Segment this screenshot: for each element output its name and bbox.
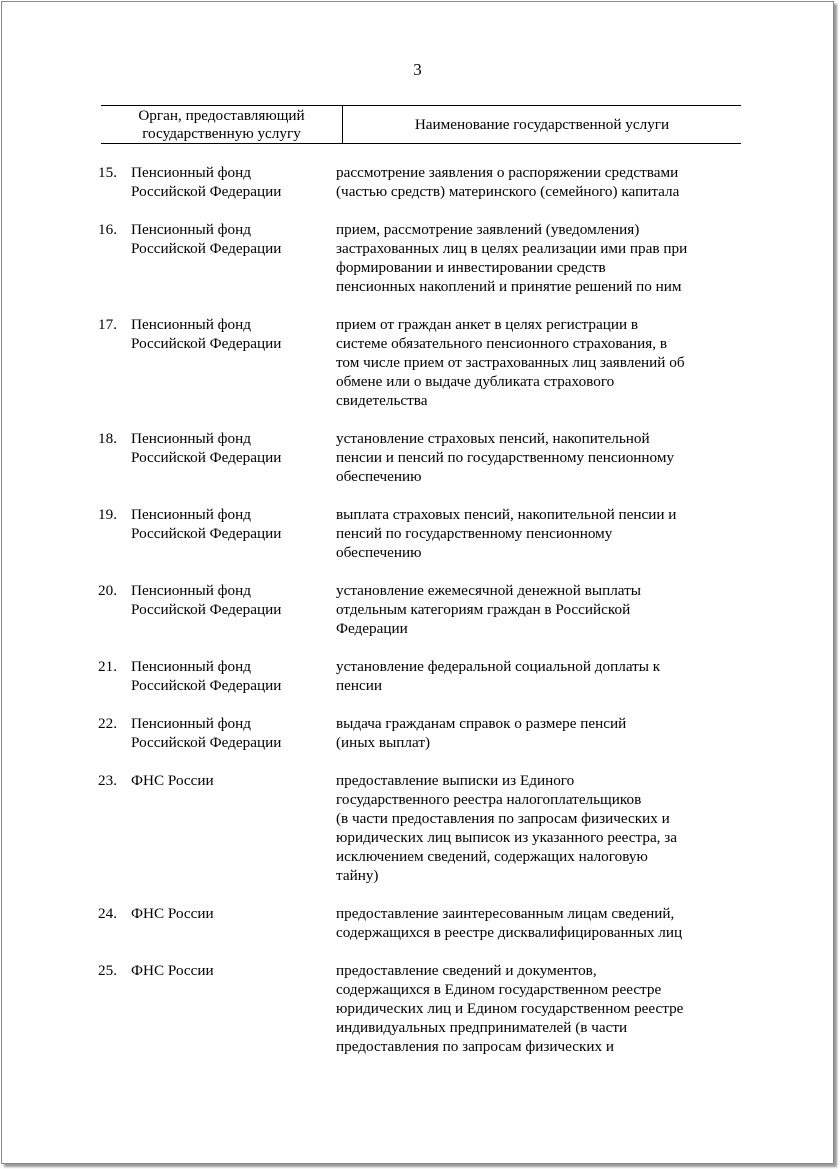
row-service [336,505,726,562]
service-line: пенсии и пенсий по государственному пенсионному [336,449,675,466]
service-line: содержащихся в Едином государственном реестре [336,981,662,998]
service-line: обеспечению [336,468,422,485]
organization-line: Российской Федерации [131,335,282,352]
service-line: пенсионных накоплений и принятие решений по ним [336,278,682,295]
organization-line: Пенсионный фонд [131,221,251,238]
organization-line: ФНС России [131,962,214,979]
row-service [336,657,726,695]
service-line: тайну) [336,867,379,884]
service-line: обмене или о выдаче дубликата страхового [336,373,615,390]
service-line: рассмотрение заявления о распоряжении средствами [336,164,679,181]
table-row [2,505,833,562]
service-line: предоставление сведений и документов, [336,962,597,979]
table-row [2,220,833,296]
table-body [2,163,833,1075]
row-number: 23. [98,772,117,789]
row-service [336,714,726,752]
service-line: системе обязательного пенсионного страхования, в [336,335,668,352]
service-line: индивидуальных предпринимателей (в части [336,1019,628,1036]
service-line: (иных выплат) [336,734,431,751]
service-line: исключением сведений, содержащих налоговую [336,848,648,865]
organization-line: Пенсионный фонд [131,658,251,675]
service-line: прием от граждан анкет в целях регистрации в [336,316,639,333]
service-line: выдача гражданам справок о размере пенсий [336,715,627,732]
row-organization [131,961,336,1056]
row-number: 19. [98,506,117,523]
service-line: (частью средств) материнского (семейного) капитала [336,183,680,200]
row-organization [131,904,336,942]
organization-line: ФНС России [131,772,214,789]
service-line: обеспечению [336,544,422,561]
row-organization [131,163,336,201]
table-row [2,714,833,752]
row-number: 24. [98,905,117,922]
service-line: юридических лиц выписок из указанного реестра, за [336,829,678,846]
service-line: предоставления по запросам физических и [336,1038,615,1055]
header-org-line1: Орган, предоставляющий [138,106,305,124]
document-page [1,1,834,1164]
service-line: свидетельства [336,392,428,409]
organization-line: Российской Федерации [131,240,282,257]
service-line: Федерации [336,620,408,637]
table-row [2,961,833,1056]
row-number: 21. [98,658,117,675]
service-line: том числе прием от застрахованных лиц заявлений об [336,354,685,371]
row-number: 17. [98,316,117,333]
row-number: 18. [98,430,117,447]
row-organization [131,581,336,638]
row-number: 20. [98,582,117,599]
table-row [2,581,833,638]
table-row [2,771,833,885]
service-line: застрахованных лиц в целях реализации ими прав при [336,240,688,257]
table-row [2,904,833,942]
row-service [336,961,726,1056]
row-organization [131,714,336,752]
organization-line: Российской Федерации [131,601,282,618]
row-service [336,429,726,486]
row-service [336,315,726,410]
table-row [2,315,833,410]
page-number: 3 [413,60,422,79]
organization-line: Пенсионный фонд [131,715,251,732]
header-org-line2: государственную услугу [142,124,301,142]
service-line: государственного реестра налогоплательщиков [336,791,642,808]
service-line: отдельным категориям граждан в Российской [336,601,631,618]
table-header [101,105,741,144]
organization-line: Пенсионный фонд [131,582,251,599]
row-service [336,581,726,638]
service-line: предоставление выписки из Единого [336,772,575,789]
table-row [2,429,833,486]
organization-line: Российской Федерации [131,183,282,200]
row-number: 16. [98,221,117,238]
service-line: содержащихся в реестре дисквалифицированных лиц [336,924,683,941]
service-line: прием, рассмотрение заявлений (уведомления) [336,221,640,238]
row-service [336,904,726,942]
service-line: выплата страховых пенсий, накопительной пенсии и [336,506,677,523]
row-organization [131,220,336,296]
row-service [336,771,726,885]
table-row [2,163,833,201]
service-line: установление ежемесячной денежной выплаты [336,582,641,599]
row-service [336,220,726,296]
organization-line: Пенсионный фонд [131,164,251,181]
row-organization [131,315,336,410]
row-organization [131,429,336,486]
organization-line: Пенсионный фонд [131,506,251,523]
service-line: юридических лиц и Едином государственном реестре [336,1000,684,1017]
service-line: предоставление заинтересованным лицам сведений, [336,905,675,922]
organization-line: Российской Федерации [131,734,282,751]
service-line: формировании и инвестировании средств [336,259,606,276]
service-line: пенсий по государственному пенсионному [336,525,613,542]
service-line: установление федеральной социальной доплаты к [336,658,661,675]
row-number: 22. [98,715,117,732]
service-line: пенсии [336,677,382,694]
service-line: (в части предоставления по запросам физических и [336,810,670,827]
table-row [2,657,833,695]
row-service [336,163,726,201]
row-number: 15. [98,164,117,181]
row-organization [131,657,336,695]
organization-line: ФНС России [131,905,214,922]
row-organization [131,505,336,562]
organization-line: Российской Федерации [131,525,282,542]
service-line: установление страховых пенсий, накопительной [336,430,650,447]
header-service-column: Наименование государственной услуги [414,115,670,133]
header-org-column [101,106,343,143]
organization-line: Российской Федерации [131,677,282,694]
row-organization [131,771,336,885]
organization-line: Пенсионный фонд [131,430,251,447]
organization-line: Российской Федерации [131,449,282,466]
row-number: 25. [98,962,117,979]
organization-line: Пенсионный фонд [131,316,251,333]
